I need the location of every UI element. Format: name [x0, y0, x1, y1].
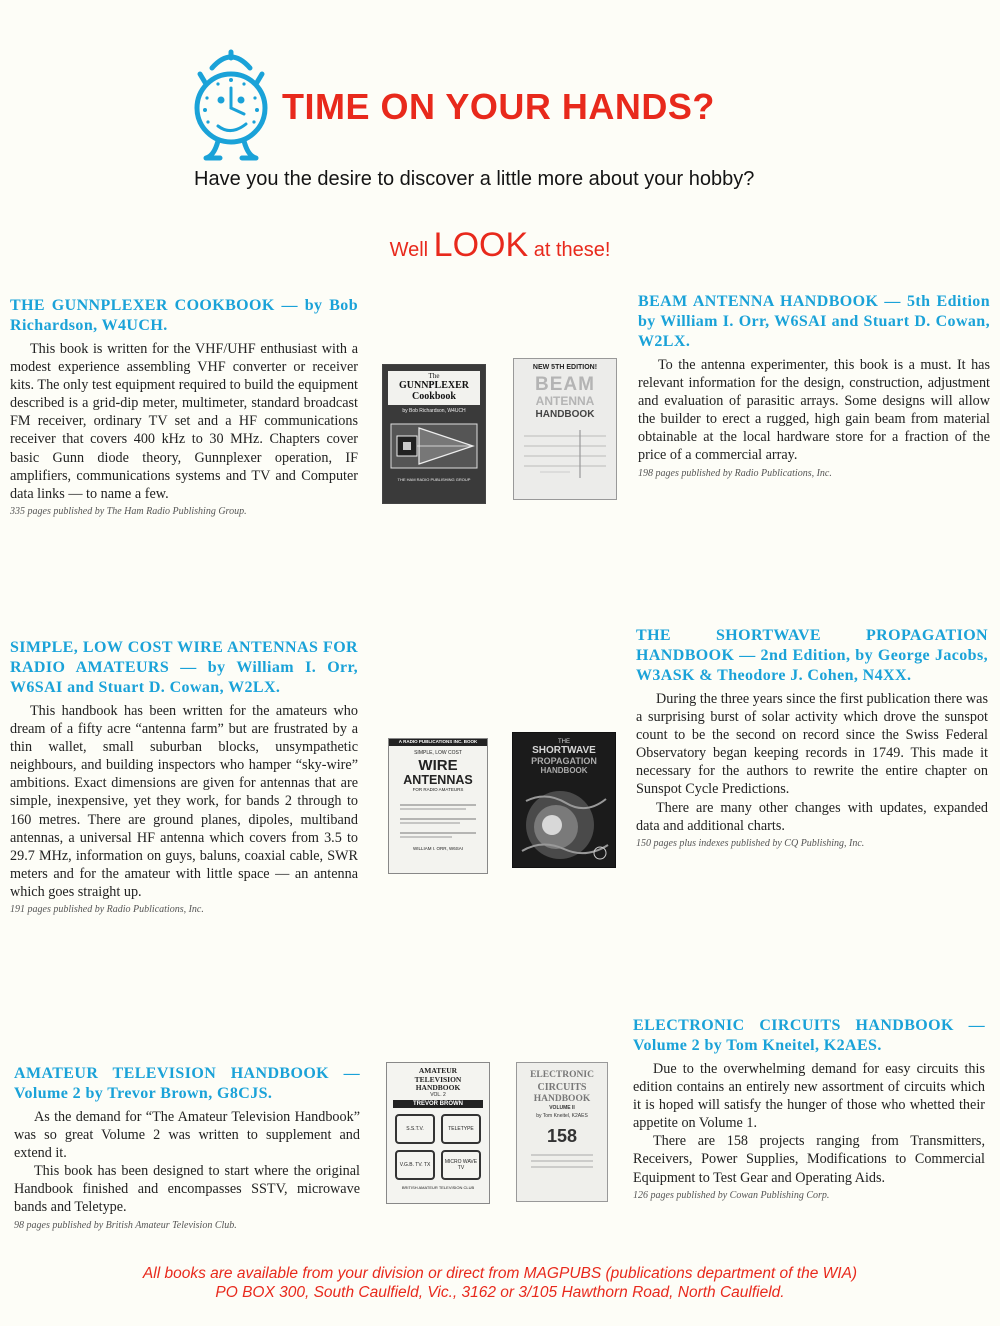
cover-title: THE	[558, 739, 570, 745]
book-title: THE SHORTWAVE PROPAGATION HANDBOOK — 2nd Edition, by George Jacobs, W3ASK & Theodore J. Cohen, N4XX.	[636, 627, 988, 684]
book-entry-wire-antennas	[10, 638, 358, 916]
tv-screens-grid	[395, 1114, 481, 1180]
cover-title: CIRCUITS	[537, 1081, 587, 1093]
book-title: AMATEUR TELEVISION HANDBOOK — Volume 2 by Trevor Brown, G8CJS.	[14, 1065, 360, 1102]
cover-title: PROPAGATION	[531, 756, 597, 766]
book-publisher: 191 pages published by Radio Publications, Inc.	[10, 904, 204, 916]
book-description: This book is written for the VHF/UHF enthusiast with a modest experience assembling VHF converter or receiver kits. The only test equipment required to build the equipment described is a grid-dip meter, multimeter, standard broadcast FM receiver, ordinary TV set and a HF communications receiver that covers 400 kHz to 30 MHz. Chapters cover basic Gunn diode theory, Gunnplexer operation, IF amplifiers, communications systems and TV and Computer data links — to name a few.	[10, 341, 358, 502]
look-tagline	[0, 226, 1000, 265]
cover-title: HANDBOOK	[535, 409, 595, 420]
tv-screen: TELETYPE	[441, 1114, 481, 1144]
cover-publisher: THE HAM RADIO PUBLISHING GROUP	[397, 477, 471, 482]
book-publisher: 126 pages published by Cowan Publishing Corp.	[633, 1189, 830, 1201]
antenna-diagram-icon	[520, 426, 610, 482]
tv-screen: MICRO WAVE TV	[441, 1150, 481, 1180]
cover-title: HANDBOOK	[415, 1083, 461, 1092]
cover-publisher: BRITISH AMATEUR TELEVISION CLUB	[401, 1184, 475, 1190]
book-description: This handbook has been written for the amateurs who dream of a fifty acre “antenna farm” but are frustrated by a thin wallet, small suburban blocks, unsympathetic neighbours, and building inspectors who hamper “sky-wire” ambitions. Exact dimensions are given for antennas that are simple, inexpensive, yet they work, for bands 2 through to 160 metres. There are ground planes, dipoles, multiband antennas, a universal HF antenna which covers from 3.5 to 29.7 MHz, information on guys, baluns, coaxial cable, SWR meters and for the amateur with little space — an antenna which goes straight up.	[10, 703, 358, 900]
book-description: There are 158 projects ranging from Transmitters, Receivers, Power Supplies, Modifications to Commercial Equipment to Test Gear and Operating Aids.	[633, 1133, 985, 1186]
solar-image-icon	[516, 781, 612, 865]
book-entry-electronic-circuits	[633, 1016, 985, 1202]
cover-author: by Tom Kneitel, K2AES	[536, 1113, 588, 1119]
amateur-television-cover-image	[386, 1062, 490, 1204]
book-entry-shortwave-propagation	[636, 626, 988, 850]
shortwave-propagation-cover-image	[512, 732, 616, 868]
page-subtitle: Have you the desire to discover a little more about your hobby?	[194, 168, 755, 190]
gunnplexer-diagram-icon	[389, 420, 479, 472]
look-emphasis: LOOK	[433, 226, 529, 264]
cover-title: AMATEUR	[418, 1066, 458, 1075]
cover-title: The	[428, 372, 440, 380]
cover-title: WIRE	[418, 756, 458, 774]
cover-subtitle: FOR RADIO AMATEURS	[412, 787, 464, 792]
cover-volume: VOL. 2	[430, 1091, 446, 1098]
ordering-info-footer	[0, 1264, 1000, 1302]
cover-banner: A RADIO PUBLICATIONS INC. BOOK	[398, 739, 478, 744]
book-description: As the demand for “The Amateur Television Handbook” was so great Volume 2 was written to supplement and extend it.	[14, 1109, 360, 1162]
book-title: SIMPLE, LOW COST WIRE ANTENNAS FOR RADIO AMATEURS — by William I. Orr, W6SAI and Stuart D. Cowan, W2LX.	[10, 639, 358, 696]
book-publisher: 335 pages published by The Ham Radio Publishing Group.	[10, 505, 247, 517]
book-title: BEAM ANTENNA HANDBOOK — 5th Edition by William I. Orr, W6SAI and Stuart D. Cowan, W2LX.	[638, 293, 990, 350]
book-title: ELECTRONIC CIRCUITS HANDBOOK — Volume 2 by Tom Kneitel, K2AES.	[633, 1017, 985, 1054]
book-description: Due to the overwhelming demand for easy circuits this edition contains an entirely new assortment of circuits which it is hoped will satisfy the hunger of those who whetted their appetite on Volume 1.	[633, 1061, 985, 1132]
footer-line: All books are available from your division or direct from MAGPUBS (publications department of the WIA)	[142, 1265, 858, 1282]
cover-title: ANTENNAS	[403, 772, 473, 787]
book-entry-beam-antenna	[638, 292, 990, 480]
book-description: During the three years since the first publication there was a surprising burst of solar activity which drove the sunspot count to be the second on record since the Swiss Federal Observatory began keeping records in 1749. This made it necessary for the authors to rewrite the entire chapter on Sunspot Cycle Predictions.	[636, 691, 988, 798]
cover-title: BEAM	[535, 374, 595, 395]
cover-author: WILLIAM I. ORR, W6SAI	[412, 845, 463, 851]
book-description: To the antenna experimenter, this book is a must. It has relevant information for the design, construction, adjustment and evaluation of parasitic arrays. Some designs will allow the builder to erect a rugged, high gain beam from material obtainable at the local hardware store for a fraction of the price of a commercial array.	[638, 357, 990, 464]
tv-screen: S.S.T.V.	[395, 1114, 435, 1144]
cover-kicker: SIMPLE, LOW COST	[414, 749, 462, 756]
cover-volume: VOLUME II	[549, 1105, 575, 1111]
tv-screen: V.G.B. TV. TX	[395, 1150, 435, 1180]
book-title: THE GUNNPLEXER COOKBOOK — by Bob Richardson, W4UCH.	[10, 297, 358, 334]
wire-antenna-illustration-icon	[396, 799, 480, 843]
cover-title: SHORTWAVE	[532, 745, 596, 756]
electronic-circuits-cover-image	[516, 1062, 608, 1202]
look-pre: Well	[389, 239, 429, 261]
cover-number: 158	[546, 1126, 578, 1146]
look-post: at these!	[533, 239, 611, 261]
book-entry-gunnplexer	[10, 296, 358, 518]
cover-banner: NEW 5TH EDITION!	[532, 364, 598, 371]
cover-title: HANDBOOK	[533, 1093, 591, 1104]
cover-title: ANTENNA	[535, 394, 595, 408]
cover-title: ELECTRONIC	[530, 1070, 594, 1080]
cover-title: TELEVISION	[414, 1074, 462, 1084]
cover-author: by Bob Richardson, W4UCH	[402, 408, 466, 414]
book-publisher: 198 pages published by Radio Publications, Inc.	[638, 467, 832, 479]
gunnplexer-cover-image	[382, 364, 486, 504]
circuit-lines-icon	[527, 1149, 597, 1173]
book-publisher: 98 pages published by British Amateur Television Club.	[14, 1219, 237, 1231]
cover-title: Cookbook	[412, 391, 456, 402]
cover-title: GUNNPLEXER	[398, 380, 469, 391]
footer-line: PO BOX 300, South Caulfield, Vic., 3162 or 3/105 Hawthorn Road, North Caulfield.	[215, 1284, 785, 1301]
alarm-clock-icon	[188, 48, 274, 168]
book-description: This book has been designed to start where the original Handbook finished and encompasses SSTV, microwave bands and Teletype.	[14, 1163, 360, 1216]
book-description: There are many other changes with updates, expanded data and additional charts.	[636, 799, 988, 834]
cover-author: TREVOR BROWN	[413, 1100, 463, 1107]
beam-antenna-cover-image	[513, 358, 617, 500]
book-publisher: 150 pages plus indexes published by CQ Publishing, Inc.	[636, 837, 865, 849]
book-entry-amateur-television	[14, 1064, 360, 1232]
cover-title: HANDBOOK	[540, 766, 588, 775]
wire-antennas-cover-image	[388, 738, 488, 874]
page-title: TIME ON YOUR HANDS?	[282, 86, 715, 127]
